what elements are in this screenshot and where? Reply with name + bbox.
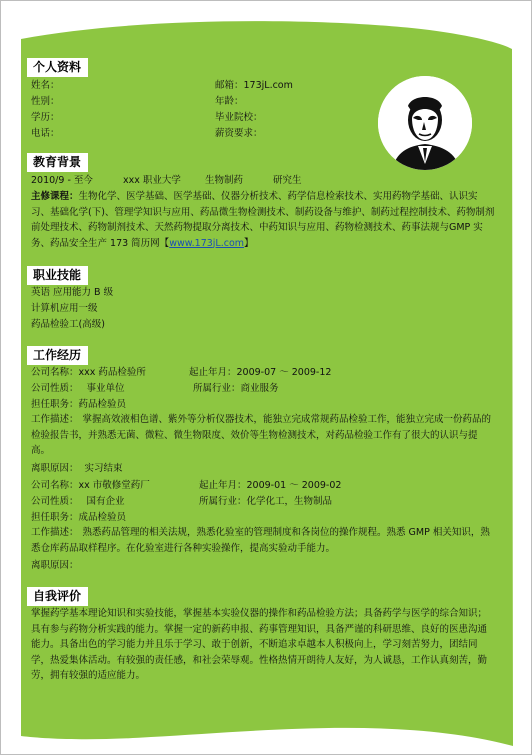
school-field: 毕业院校： xyxy=(215,112,263,123)
job2-company: 公司名称：xx 市敬修堂药厂 xyxy=(31,480,150,491)
edu-period: 2010/9 - 至今 xyxy=(31,175,93,186)
degree-field: 学历： xyxy=(31,112,60,123)
edu-major: 生物制药 xyxy=(205,175,244,186)
job2-period: 起止年月：2009-01 ～ 2009-02 xyxy=(199,480,342,491)
name-field: 姓名： xyxy=(31,80,60,91)
gender-field: 性别： xyxy=(31,96,60,107)
job2-desc-text: 熟悉药品管理的相关法规，熟悉化验室的管理制度和各岗位的操作规程。熟悉 GMP 相关知识，熟悉仓库药品取样程序。在化验室进行各种实验操作，提高实验动手能力。 xyxy=(31,527,490,554)
job1-nature xyxy=(31,382,125,395)
courses-close: 】 xyxy=(244,237,254,249)
skill-item: 药品检验工(高级) xyxy=(31,319,105,330)
age-field: 年龄： xyxy=(215,96,244,107)
job1-industry: 所属行业：商业服务 xyxy=(193,383,279,394)
job2-description xyxy=(31,525,496,556)
edu-level: 研究生 xyxy=(273,175,302,186)
job2-reason-label: 离职原因： xyxy=(31,560,79,571)
courses-text: 生物化学、医学基础、医学基础、仪器分析技术、药学信息检索技术、实用药物学基础、认识实习、基础化学(下)、管理学知识与应用、药品微生物检测技术、制药设备与维护、制药过程控制技术、药物制剂前处理技术、药物制剂技术、天然药物提取分离技术、中药知识与应用、药物检测技术、药事法规与GMP 实务、药品安全生产 173 简历网【 xyxy=(31,191,495,249)
self-evaluation: 掌握药学基本理论知识和实验技能，掌握基本实验仪器的操作和药品检验方法；具备药学与医学的综合知识；具有参与药物分析实践的能力。掌握一定的新药申报、药事管理知识，具备严谨的科研思维、良好的医患沟通能力。具备出色的学习能力并且乐于学习、敢于创新，不断追求卓越本人积极向上，学习刻苦努力，团结同学，热爱集体活动。有较强的责任感，和社会荣辱观。性格热情开朗待人友好，为人诚恳，工作认真刻苦，勤劳，拥有较强的适应能力。 xyxy=(31,608,488,681)
email-field: 邮箱：173jL.com xyxy=(215,80,293,91)
section-title-skills: 职业技能 xyxy=(27,266,88,285)
skill-item: 英语 应用能力 B 级 xyxy=(31,287,114,298)
job1-position-label: 担任职务： xyxy=(31,399,79,410)
job1-desc-text: 掌握高效液相色谱、紫外等分析仪器技术，能独立完成常规药品检验工作，能独立完成一份药品的检验报告书，并熟悉无菌、微粒、微生物限度、效价等生物检测技术，对药品检验工作有了很大的认识与提高。 xyxy=(31,414,492,456)
portrait-photo xyxy=(378,76,472,170)
job2-position xyxy=(31,511,126,524)
job1-nature-value: 事业单位 xyxy=(86,383,125,394)
resume-content xyxy=(1,1,531,754)
job1-position xyxy=(31,398,126,411)
job2-nature-value: 国有企业 xyxy=(86,496,125,507)
job2-nature xyxy=(31,495,125,508)
section-title-education: 教育背景 xyxy=(27,153,88,172)
job2-position-label: 担任职务： xyxy=(31,512,79,523)
portrait-icon xyxy=(378,76,472,170)
job1-desc-label: 工作描述： xyxy=(31,414,79,425)
job1-reason-value: 实习结束 xyxy=(84,463,123,474)
section-title-experience: 工作经历 xyxy=(27,346,88,365)
job2-reason xyxy=(31,559,85,572)
job1-position-value: 药品检验员 xyxy=(78,399,127,410)
job2-nature-label: 公司性质： xyxy=(31,496,79,507)
job1-company: 公司名称：xxx 药品检验所 xyxy=(31,367,146,378)
job2-position-value: 成品检验员 xyxy=(78,512,127,523)
job2-desc-label: 工作描述： xyxy=(31,527,79,538)
job1-nature-label: 公司性质： xyxy=(31,383,79,394)
job1-period: 起止年月：2009-07 ～ 2009-12 xyxy=(189,367,332,378)
job1-reason-label: 离职原因： xyxy=(31,463,79,474)
courses-label: 主修课程： xyxy=(31,191,79,202)
edu-courses xyxy=(31,189,496,251)
edu-university: xxx 职业大学 xyxy=(123,175,181,186)
section-title-personal: 个人资料 xyxy=(27,58,88,77)
section-title-self: 自我评价 xyxy=(27,587,88,606)
job2-industry: 所属行业：化学化工，生物制品 xyxy=(199,496,333,507)
skill-item: 计算机应用一级 xyxy=(31,303,98,314)
job1-reason xyxy=(31,462,123,475)
website-link[interactable]: www.173jL.com xyxy=(169,237,245,249)
phone-field: 电话： xyxy=(31,128,60,139)
job1-description xyxy=(31,412,496,459)
salary-field: 薪资要求： xyxy=(215,128,263,139)
